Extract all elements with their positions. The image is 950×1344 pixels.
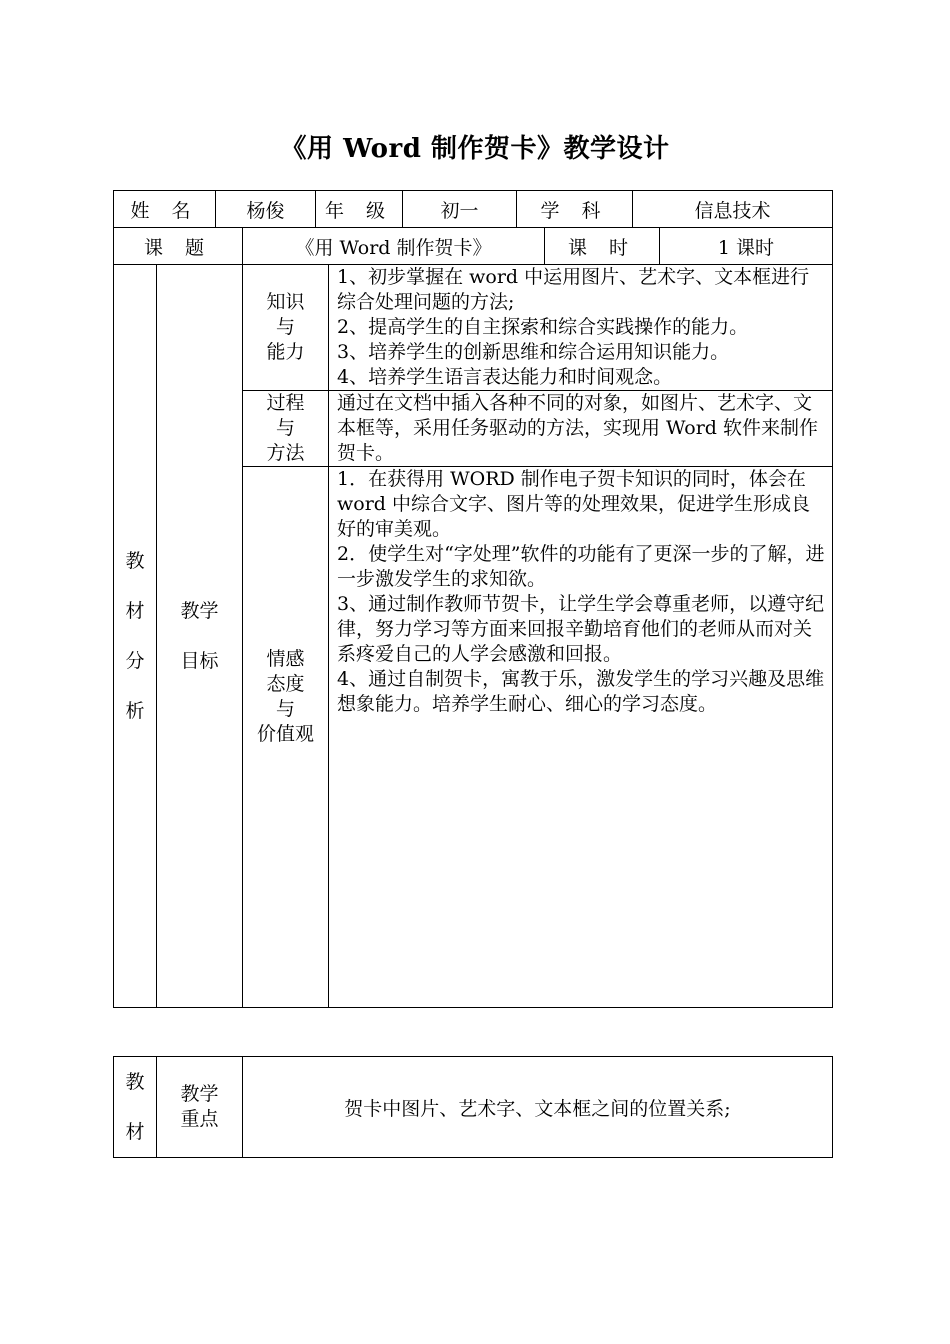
emotion-item: 1．在获得用 WORD 制作电子贺卡知识的同时，体会在 word 中综合文字、图片等的处理效果，促进学生形成良好的审美观。 [337,468,810,540]
label-line: 与 [275,316,295,338]
goal-line: 教学 [180,600,219,622]
process-content [329,391,833,467]
name-value: 杨俊 [216,191,316,228]
emotion-content [329,467,833,1008]
label-line: 价值观 [256,723,314,745]
grade-label: 年 级 [316,191,403,228]
section-char: 材 [125,600,145,622]
subject-value: 信息技术 [633,191,833,228]
section-char: 析 [125,700,145,722]
emotion-item: 4、通过自制贺卡，寓教于乐，激发学生的学习兴趣及思维想象能力。培养学生耐心、细心的学习态度。 [337,668,825,715]
teaching-goal-label [157,265,243,1008]
knowledge-label [243,265,329,391]
label-line: 知识 [266,291,305,313]
emotion-label [243,467,329,1008]
grade-value: 初一 [403,191,517,228]
info-table-row2 [113,227,833,265]
emotion-item: 2．使学生对“字处理”软件的功能有了更深一步的了解，进一步激发学生的求知欲。 [337,543,825,590]
name-label: 姓 名 [114,191,216,228]
process-label [243,391,329,467]
analysis-table [113,264,833,1008]
knowledge-item: 3、培养学生的创新思维和综合运用知识能力。 [337,341,730,363]
key-point-content: 贺卡中图片、艺术字、文本框之间的位置关系; [243,1057,833,1158]
section-char: 教 [125,1071,145,1093]
key-point-label [157,1057,243,1158]
hours-value: 1 课时 [660,228,833,265]
section-char: 教 [125,550,145,572]
section-char: 材 [125,1121,145,1143]
topic-label: 课 题 [114,228,243,265]
goal-line: 目标 [180,650,219,672]
topic-value: 《用 Word 制作贺卡》 [243,228,545,265]
label-line: 态度 [266,673,305,695]
subject-label: 学 科 [517,191,633,228]
label-line: 重点 [180,1108,219,1130]
label-line: 能力 [266,341,305,363]
info-table-row1 [113,190,833,228]
document-title: 《用 Word 制作贺卡》教学设计 [280,134,670,164]
label-line: 过程 [266,392,305,414]
label-line: 方法 [266,442,305,464]
label-line: 与 [275,417,295,439]
knowledge-item: 4、培养学生语言表达能力和时间观念。 [337,366,673,388]
knowledge-content [329,265,833,391]
hours-label: 课 时 [545,228,660,265]
focus-table [113,1056,833,1158]
process-text: 通过在文档中插入各种不同的对象，如图片、艺术字、文本框等，采用任务驱动的方法，实现用 Word 软件来制作贺卡。 [337,392,819,464]
label-line: 教学 [180,1083,219,1105]
knowledge-item: 2、提高学生的自主探索和综合实践操作的能力。 [337,316,749,338]
emotion-item: 3、通过制作教师节贺卡，让学生学会尊重老师，以遵守纪律，努力学习等方面来回报辛勤培育他们的老师从而对关系疼爱自己的人学会感激和回报。 [337,593,825,665]
knowledge-item: 1、初步掌握在 word 中运用图片、艺术字、文本框进行综合处理问题的方法; [337,266,810,313]
section-char: 分 [125,650,145,672]
label-line: 情感 [266,648,305,670]
section-material-label [114,1057,157,1158]
section-analysis-label [114,265,157,1008]
label-line: 与 [275,698,295,720]
